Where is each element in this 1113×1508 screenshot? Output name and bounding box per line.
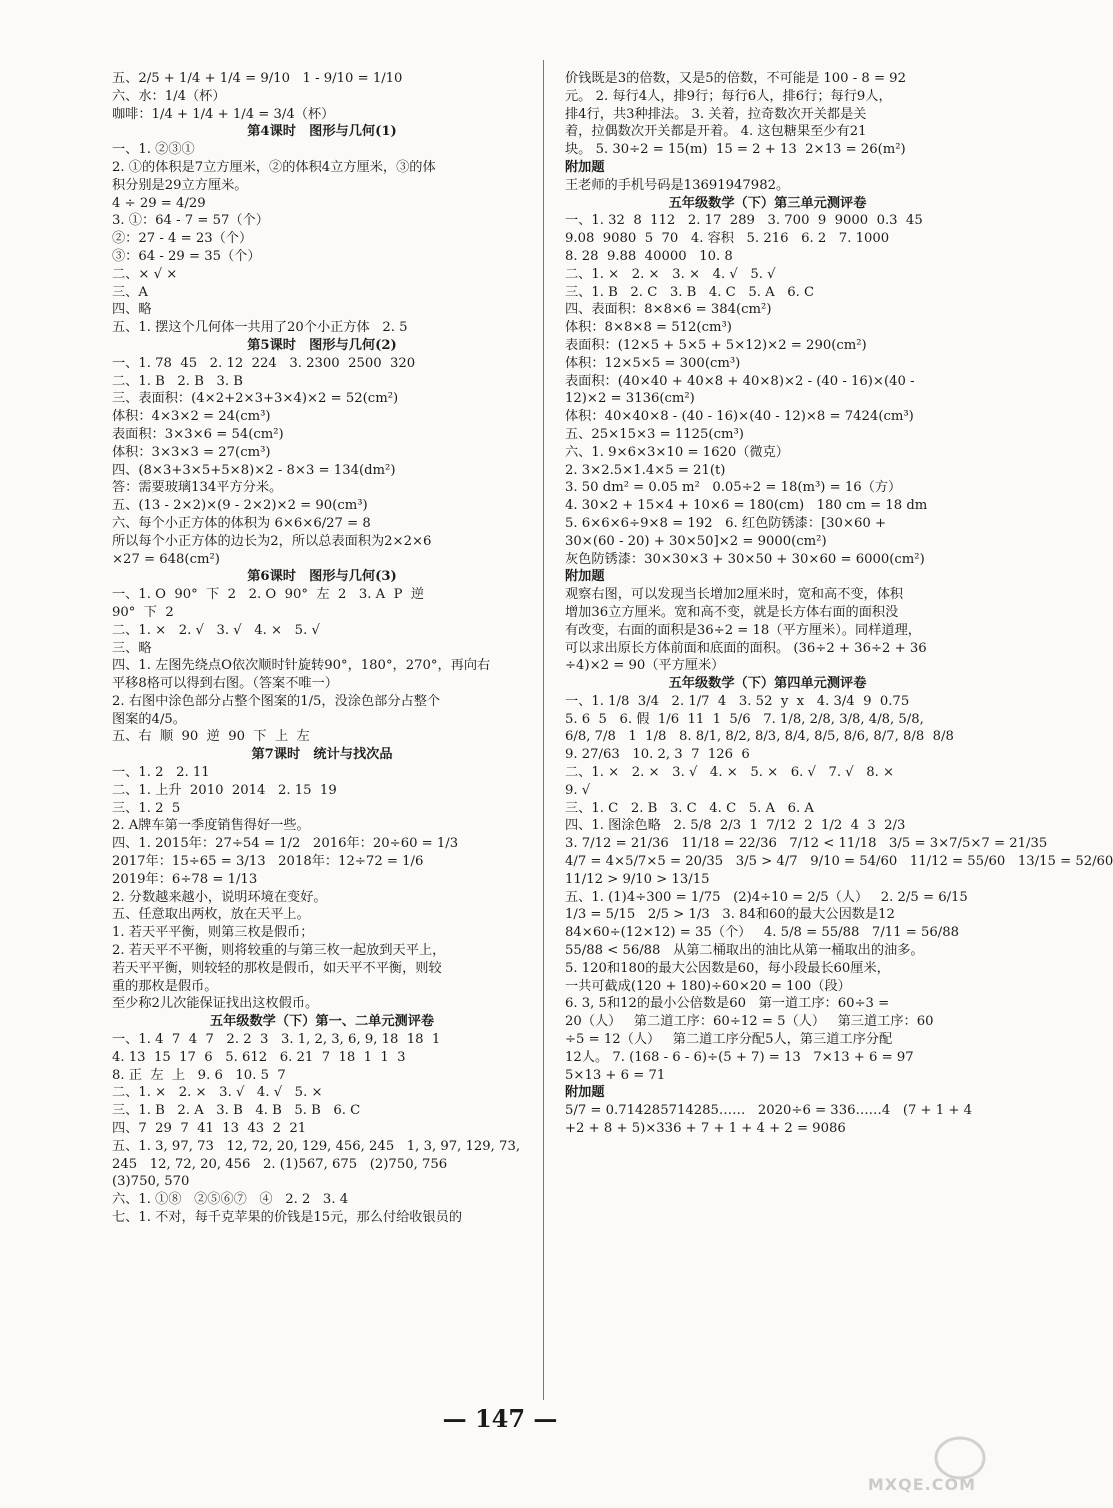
left-line: 2. 右图中涂色部分占整个图案的1/5，没涂色部分占整个 (112, 693, 441, 709)
right-line: 9. √ (565, 782, 591, 798)
right-line: 体积：12×5×5 = 300(cm³) (565, 355, 741, 371)
left-line: 三、表面积：(4×2+2×3+3×4)×2 = 52(cm²) (112, 391, 399, 407)
left-line: 六、每个小正方体的体积为 6×6×6/27 = 8 (112, 515, 371, 531)
right-line: 四、1. 图涂色略 2. 5/8 2/3 1 7/12 2 1/2 4 3 2/3 (565, 818, 906, 834)
left-line: 积分别是29立方厘米。 (112, 177, 248, 193)
left-line: 一、1. O 90° 下 2 2. O 90° 左 2 3. A P 逆 (112, 587, 425, 603)
watermark-logo (820, 1430, 990, 1500)
left-line: 五、(13 - 2×2)×(9 - 2×2)×2 = 90(cm³) (112, 498, 368, 514)
left-line: 所以每个小正方体的边长为2，所以总表面积为2×2×6 (112, 533, 432, 549)
right-line: 5×13 + 6 = 71 (565, 1067, 666, 1083)
left-line: 体积：4×3×2 = 24(cm³) (112, 409, 271, 425)
right-line: 王老师的手机号码是13691947982。 (565, 177, 790, 193)
left-line: 二、1. B 2. B 3. B (112, 373, 243, 389)
left-line: 至少称2儿次能保证找出这枚假币。 (112, 996, 319, 1012)
left-line: 五、2/5 + 1/4 + 1/4 = 9/10 1 - 9/10 = 1/10 (112, 71, 403, 86)
left-line: 咖啡：1/4 + 1/4 + 1/4 = 3/4（杯） (112, 106, 335, 122)
left-line: 2. A牌车第一季度销售得好一些。 (112, 818, 310, 834)
right-line: 一、1. 1/8 3/4 2. 1/7 4 3. 52 y x 4. 3/4 9 0.75 (565, 693, 910, 709)
right-line: 观察右图，可以发现当长增加2厘米时，宽和高不变，体积 (565, 587, 904, 603)
left-line: 六、水：1/4（杯） (112, 88, 226, 104)
right-line: 6/8, 7/8 1 1/8 8. 8/1, 8/2, 8/3, 8/4, 8/5, 8/6, 8/7, 8/8 8/8 (565, 729, 954, 745)
right-line: 五年级数学（下）第三单元测评卷 (668, 195, 867, 211)
left-line: 二、1. 上升 2010 2014 2. 15 19 (112, 782, 337, 798)
right-line: 二、1. × 2. × 3. √ 4. × 5. × 6. √ 7. √ 8. × (565, 765, 895, 781)
right-line: 体积：8×8×8 = 512(cm³) (565, 320, 732, 336)
right-line: 有改变，右面的面积是36÷2 = 18（平方厘米）。同样道理， (565, 622, 921, 638)
left-line: 一、1. 2 2. 11 (112, 765, 210, 781)
right-line: 增加36立方厘米。宽和高不变，就是长方体右面的面积没 (565, 604, 899, 620)
right-line: 着，拉偶数次开关都是开着。 4. 这包糖果至少有21 (565, 124, 867, 140)
right-line: 二、1. × 2. × 3. × 4. √ 5. √ (565, 266, 776, 282)
left-line: 四、1. 2015年：27÷54 = 1/2 2016年：20÷60 = 1/3 (112, 836, 459, 852)
left-column (112, 70, 532, 1227)
right-line: 20（人） 第二道工序：60÷12 = 5（人） 第三道工序：60 (565, 1014, 934, 1030)
left-line: 五、右 顺 90 逆 90 下 上 左 (112, 729, 310, 745)
right-line: 5/7 = 0.714285714285…… 2020÷6 = 336……4 (7 + 1 + 4 (565, 1103, 973, 1119)
right-line: 价钱既是3的倍数，又是5的倍数，不可能是 100 - 8 = 92 (565, 71, 906, 86)
right-line: 2. 3×2.5×1.4×5 = 21(t) (565, 462, 726, 478)
left-line: 三、1. B 2. A 3. B 4. B 5. B 6. C (112, 1103, 361, 1119)
left-line: 第5课时 图形与几何(2) (247, 337, 397, 353)
left-line: 90° 下 2 (112, 604, 174, 620)
left-line: 第6课时 图形与几何(3) (247, 569, 397, 585)
left-line: 2019年：6÷78 = 1/13 (112, 871, 258, 887)
left-line: 第7课时 统计与找次品 (251, 747, 393, 763)
right-line: 附加题 (565, 159, 605, 175)
left-line: 一、1. 4 7 4 7 2. 2 3 3. 1, 2, 3, 6, 9, 18 18 1 (112, 1032, 441, 1048)
left-line: 1. 若天平平衡，则第三枚是假币； (112, 925, 314, 941)
left-line: 4. 13 15 17 6 5. 612 6. 21 7 18 1 1 3 (112, 1049, 406, 1065)
left-line: 五、任意取出两枚，放在天平上。 (112, 907, 310, 923)
left-line: 四、7 29 7 41 13 43 2 21 (112, 1121, 307, 1137)
right-line: 9.08 9080 5 70 4. 容积 5. 216 6. 2 7. 1000 (565, 231, 890, 247)
right-line: ÷5 = 12（人） 第二道工序分配5人，第三道工序分配 (565, 1032, 893, 1048)
left-line: 2017年：15÷65 = 3/13 2018年：12÷72 = 1/6 (112, 854, 424, 870)
left-line: 四、1. 左图先绕点O依次顺时针旋转90°，180°，270°，再向右 (112, 658, 491, 674)
right-line: 五、25×15×3 = 1125(cm³) (565, 426, 744, 442)
right-line: 三、1. C 2. B 3. C 4. C 5. A 6. A (565, 800, 814, 816)
right-line: 六、1. 9×6×3×10 = 1620（微克） (565, 444, 789, 460)
right-line: 灰色防锈漆：30×30×3 + 30×50 + 30×60 = 6000(cm²) (565, 551, 925, 567)
left-line: 重的那枚是假币。 (112, 978, 218, 994)
left-line: 五、1. 摆这个几何体一共用了20个小正方体 2. 5 (112, 320, 408, 336)
right-line: 表面积：(12×5 + 5×5 + 5×12)×2 = 290(cm²) (565, 337, 867, 353)
right-line: 3. 7/12 = 21/36 11/18 = 22/36 7/12 < 11/18 3/5 = 3×7/5×7 = 21/35 (565, 836, 1048, 852)
right-line: 12)×2 = 3136(cm²) (565, 391, 695, 407)
left-line: 一、1. ②③① (112, 142, 195, 158)
left-line: 2. 若天平不平衡，则将较重的与第三枚一起放到天平上， (112, 943, 446, 959)
right-line: 元。 2. 每行4人，排9行；每行6人，排6行；每行9人， (565, 88, 892, 104)
right-line: 五、1. (1)4÷300 = 1/75 (2)4÷10 = 2/5（人） 2. 2/5 = 6/15 (565, 889, 968, 905)
left-line: (3)750, 570 (112, 1174, 190, 1190)
left-line: 图案的4/5。 (112, 711, 186, 727)
left-line: 体积：3×3×3 = 27(cm³) (112, 444, 271, 460)
right-line: 8. 28 9.88 40000 10. 8 (565, 248, 733, 264)
right-line: 五年级数学（下）第四单元测评卷 (668, 676, 867, 692)
left-line: 若天平平衡，则较轻的那枚是假币，如天平不平衡，则较 (112, 960, 442, 976)
right-line: 5. 6 5 6. 假 1/6 11 1 5/6 7. 1/8, 2/8, 3/8, 4/8, 5/8, (565, 711, 924, 727)
left-line: 二、1. × 2. √ 3. √ 4. × 5. √ (112, 622, 320, 638)
right-line: 1/3 = 5/15 2/5 > 1/3 3. 84和60的最大公因数是12 (565, 907, 895, 923)
right-line: 84×60÷(12×12) = 35（个） 4. 5/8 = 55/88 7/11 = 56/88 (565, 925, 959, 941)
left-line: 二、1. × 2. × 3. √ 4. √ 5. × (112, 1085, 323, 1101)
left-line: 三、A (112, 284, 148, 300)
left-line: ×27 = 648(cm²) (112, 551, 220, 567)
left-line: ③：64 - 29 = 35（个） (112, 248, 261, 264)
right-line: 块。 5. 30÷2 = 15(m) 15 = 2 + 13 2×13 = 26(m²) (565, 142, 906, 158)
right-line: +2 + 8 + 5)×336 + 7 + 1 + 4 + 2 = 9086 (565, 1121, 846, 1137)
right-line: 30×(60 - 20) + 30×50]×2 = 9000(cm²) (565, 533, 827, 549)
left-line: 四、(8×3+3×5+5×8)×2 - 8×3 = 134(dm²) (112, 462, 396, 478)
left-line: 三、1. 2 5 (112, 800, 181, 816)
right-line: 附加题 (565, 1085, 605, 1101)
right-line: 5. 6×6×6÷9×8 = 192 6. 红色防锈漆：[30×60 + (565, 515, 887, 531)
left-line: 三、略 (112, 640, 152, 656)
right-line: 一共可截成(120 + 180)÷60×20 = 100（段） (565, 978, 851, 994)
right-line: 体积：40×40×8 - (40 - 16)×(40 - 12)×8 = 7424(cm³) (565, 409, 914, 425)
left-line: 8. 正 左 上 9. 6 10. 5 7 (112, 1067, 286, 1083)
left-line: 2. 分数越来越小，说明环境在变好。 (112, 889, 327, 905)
left-line: 2. ①的体积是7立方厘米，②的体积4立方厘米，③的体 (112, 159, 436, 175)
page-number: — 147 — (442, 1404, 558, 1433)
left-line: 七、1. 不对，每千克苹果的价钱是15元，那么付给收银员的 (112, 1210, 463, 1225)
left-line: 答：需要玻璃134平方分米。 (112, 480, 283, 496)
right-line: 附加题 (565, 569, 605, 585)
right-line: 5. 120和180的最大公因数是60，每小段最长60厘米， (565, 960, 890, 976)
left-line: 四、略 (112, 302, 152, 318)
left-line: 4 ÷ 29 = 4/29 (112, 195, 206, 211)
right-line: 11/12 > 9/10 > 13/15 (565, 871, 710, 887)
left-line: ②：27 - 4 = 23（个） (112, 231, 253, 247)
left-line: 245 12, 72, 20, 456 2. (1)567, 675 (2)750, 756 (112, 1156, 448, 1172)
left-line: 六、1. ①⑧ ②⑤⑥⑦ ④ 2. 2 3. 4 (112, 1192, 349, 1208)
right-column (565, 70, 1113, 1138)
right-line: 4. 30×2 + 15×4 + 10×6 = 180(cm) 180 cm = 18 dm (565, 498, 928, 514)
column-divider (543, 60, 544, 1400)
right-line: 可以求出原长方体前面和底面的面积。 (36÷2 + 36÷2 + 36 (565, 640, 927, 656)
left-line: 表面积：3×3×6 = 54(cm²) (112, 426, 284, 442)
right-line: 6. 3, 5和12的最小公倍数是60 第一道工序：60÷3 = (565, 996, 890, 1012)
right-line: 表面积：(40×40 + 40×8 + 40×8)×2 - (40 - 16)×(40 - (565, 373, 915, 389)
left-line: 第4课时 图形与几何(1) (247, 124, 397, 140)
right-line: 3. 50 dm² = 0.05 m² 0.05÷2 = 18(m³) = 16（方） (565, 480, 902, 496)
left-line: 3. ①：64 - 7 = 57（个） (112, 213, 269, 229)
left-line: 五年级数学（下）第一、二单元测评卷 (209, 1014, 435, 1030)
right-line: 一、1. 32 8 112 2. 17 289 3. 700 9 9000 0.3 45 (565, 213, 923, 229)
right-line: 排4行，共3种排法。 3. 关着，拉奇数次开关都是关 (565, 106, 867, 122)
left-line: 一、1. 78 45 2. 12 224 3. 2300 2500 320 (112, 355, 416, 371)
right-line: 55/88 < 56/88 从第二桶取出的油比从第一桶取出的油多。 (565, 943, 924, 959)
right-line: 9. 27/63 10. 2, 3 7 126 6 (565, 747, 750, 763)
right-line: 四、表面积：8×8×6 = 384(cm²) (565, 302, 772, 318)
right-line: 三、1. B 2. C 3. B 4. C 5. A 6. C (565, 284, 815, 300)
watermark-text: MXQE.COM (867, 1475, 976, 1494)
right-line: 12人。 7. (168 - 6 - 6)÷(5 + 7) = 13 7×13 + 6 = 97 (565, 1049, 914, 1065)
left-line: 平移8格可以得到右图。（答案不唯一） (112, 676, 338, 692)
right-line: ÷4)×2 = 90（平方厘米） (565, 658, 725, 674)
right-line: 4/7 = 4×5/7×5 = 20/35 3/5 > 4/7 9/10 = 54/60 11/12 = 55/60 13/15 = 52/60 (565, 854, 1113, 870)
left-line: 五、1. 3, 97, 73 12, 72, 20, 129, 456, 245 1, 3, 97, 129, 73, (112, 1138, 521, 1154)
left-line: 二、× √ × (112, 266, 178, 282)
